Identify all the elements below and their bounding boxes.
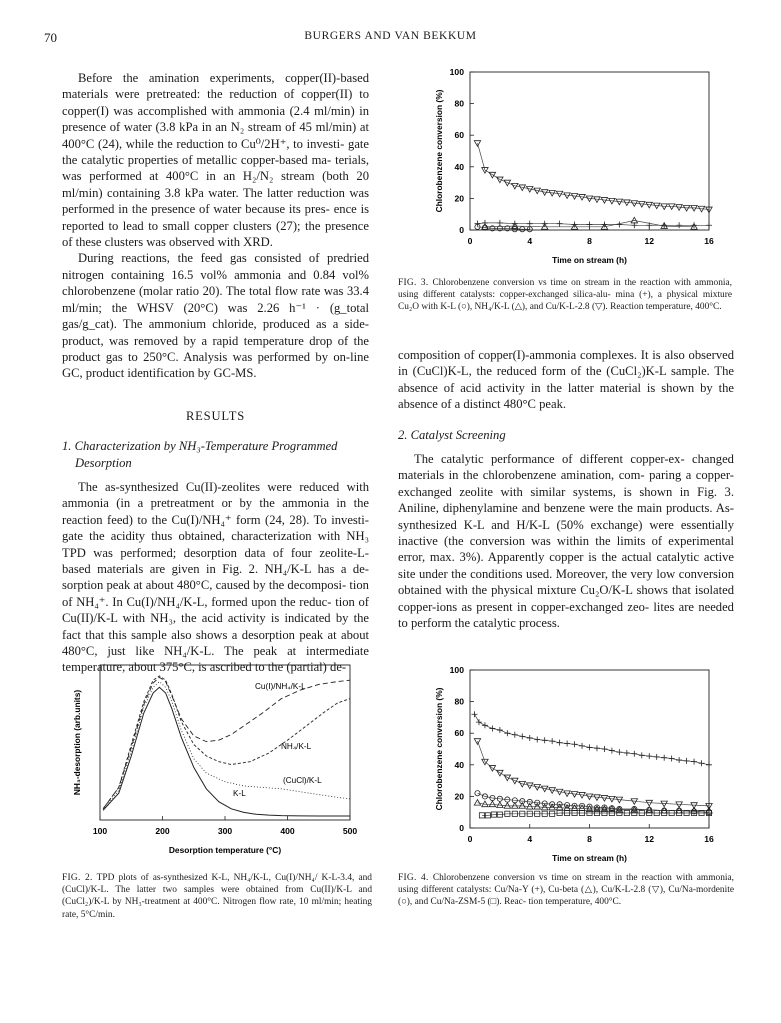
x-tick-label: 100 <box>92 826 108 836</box>
text-line: Apparently copper is the actual catalytic active site under <box>398 550 734 581</box>
triangle-up-marker <box>489 801 495 807</box>
methods-paragraph-2 <box>62 250 369 381</box>
right-column <box>398 347 734 632</box>
x-tick-label: 400 <box>280 826 295 836</box>
x-tick-label: 12 <box>644 834 655 844</box>
text-line: nitrogen containing 16.5 vol% ammonia and 0.84 vol% <box>62 267 369 282</box>
plus-marker <box>669 755 675 761</box>
plot-frame <box>100 665 350 820</box>
figure-2-caption <box>62 872 372 921</box>
text-line: gate the catalytic properties of metallic copper-based ma- <box>62 136 369 168</box>
text-line: reaction feed) to the Cu(I)/NH₄⁺ form (24, 28). To investi- <box>62 512 369 527</box>
triangle-down-marker <box>512 778 518 784</box>
caption-line: Chlorobenzene conversion vs time on stream in the reaction <box>432 873 672 883</box>
plus-marker <box>476 719 482 725</box>
y-tick-label: 60 <box>454 728 464 739</box>
right-paragraph-1 <box>398 347 734 413</box>
plus-marker <box>489 725 495 731</box>
y-tick-label: 40 <box>454 161 464 172</box>
text-line: chlorobenzene (molar ratio 20). The total flow rate was <box>62 284 344 299</box>
plus-marker <box>624 750 630 756</box>
data-series <box>474 141 712 213</box>
plus-marker <box>706 222 712 228</box>
plus-marker <box>587 744 593 750</box>
text-line: by the fact that this sample also shows a desorption peak at <box>62 611 369 642</box>
text-line: temperature, about 375°C, is ascribed to the (partial) de- <box>62 660 347 675</box>
x-tick-label: 8 <box>587 834 592 844</box>
plus-marker <box>579 743 585 749</box>
plus-marker <box>512 732 518 738</box>
series-fit-line <box>478 227 530 229</box>
text-line: TPD was performed; desorption data of four zeolite-L- <box>62 545 369 560</box>
x-tick-label: 16 <box>704 236 714 246</box>
caption-line: Cu/K-L-2.8 (▽). Reaction temperature, 400°C. <box>545 302 722 313</box>
y-tick-label: 80 <box>454 696 464 707</box>
figure-4-caption <box>398 872 734 909</box>
x-tick-label: 4 <box>527 236 533 246</box>
x-tick-label: 200 <box>155 826 170 836</box>
text-line: based materials are given in Fig. 2. NH₄/K-L has a de- <box>62 561 369 576</box>
text-line: latter material is shown by the absence of a distinct <box>398 380 735 412</box>
figure-3 <box>408 60 728 275</box>
series-fit-line <box>478 793 710 812</box>
curve-label-kl: K-L <box>233 789 246 798</box>
plus-marker <box>661 755 667 761</box>
curve-label-cucl-kl: (CuCl)/K-L <box>283 776 322 785</box>
y-tick-label: 0 <box>459 225 464 235</box>
plus-marker <box>594 745 600 751</box>
text-line: The ammonium chloride, produced as a side-product, was <box>62 317 370 348</box>
text-line: tion of Cu(II)/K-L with NH₃, the acid activity is indicated <box>62 594 370 626</box>
tpd-curve <box>103 676 350 809</box>
plus-marker <box>557 221 563 227</box>
x-tick-label: 16 <box>704 834 714 844</box>
triangle-down-marker <box>683 205 689 211</box>
text-line: changed materials in the chlorobenzene amination, com- <box>398 452 734 483</box>
plus-marker <box>609 748 615 754</box>
text-line: terials, was performed at 400°C in an H₂/N₂ stream (both <box>62 153 369 184</box>
tpd-curve <box>103 687 350 816</box>
x-tick-label: 0 <box>467 834 473 844</box>
text-line: were the main products. As-synthesized K-L and H/K-L <box>398 501 734 532</box>
text-line: identification by GC-MS. <box>127 366 257 381</box>
triangle-up-marker <box>631 217 637 223</box>
right-paragraph-2 <box>398 451 734 631</box>
y-tick-label: 20 <box>454 791 464 802</box>
text-line: about 480°C, just like NH₄/K-L. The peak at intermediate <box>62 627 369 658</box>
caption-line: mina (+), a physical mixture Cu₂O with K-L (○), NH₄/K-L (△), and <box>398 290 733 313</box>
text-line: paring a copper-exchanged zeolite with similar systems, <box>398 468 734 499</box>
figure-3-caption <box>398 277 732 314</box>
text-line: was within the limits of experimental error, max. 3%). <box>398 534 734 565</box>
x-axis-label: Time on stream (h) <box>552 255 627 265</box>
x-tick-label: 8 <box>587 236 592 246</box>
plus-marker <box>706 762 712 768</box>
figure-2-caption-label: FIG. 2. <box>62 873 93 883</box>
text-line: to 250°C. Analysis was performed by on-line GC, product <box>62 349 370 381</box>
text-line: at 400°C (24), while the reduction to Cu⁰/2H⁺, to investi- <box>62 120 369 151</box>
x-tick-label: 0 <box>467 236 473 246</box>
x-axis-label: Time on stream (h) <box>552 853 627 863</box>
text-line: gate the acidity thus obtained, characterization with NH₃ <box>62 529 369 544</box>
caption-line: Chlorobenzene conversion vs time on stream in the reaction <box>432 278 671 288</box>
plus-marker <box>482 722 488 728</box>
tpd-curve <box>103 677 350 809</box>
caption-line: with ammonia, using different catalysts: copper-exchanged silica-alu- <box>398 278 733 301</box>
caption-line: with ammonia, using different catalysts: Cu/Na-Y (+), Cu-beta (△), <box>398 873 734 896</box>
plus-marker <box>639 752 645 758</box>
plus-marker <box>616 749 622 755</box>
series-fit-line <box>478 143 710 209</box>
triangle-up-marker <box>512 803 518 809</box>
text-line: isolated copper-ions as present in copper-exchanged zeo- <box>398 583 734 614</box>
figure-3-chart <box>408 60 728 275</box>
plus-marker <box>684 758 690 764</box>
subsection-1-title <box>62 438 369 471</box>
text-line: the conditions used. Moreover, the very low conversion <box>451 566 735 581</box>
text-line: is shown in Fig. 3. Aniline, diphenylamine and benzene <box>398 484 735 516</box>
left-column <box>62 70 369 676</box>
text-line: sorption peak at about 480°C, caused by the decomposi- <box>62 578 347 593</box>
series-fit-line <box>475 714 710 765</box>
caption-line: K-L-3.4, and (CuCl)/K-L. The latter two samples were obtained from <box>62 873 372 896</box>
plus-marker <box>699 760 705 766</box>
text-line: removed by a rapid temperature drop of the product gas <box>62 333 369 364</box>
y-tick-label: 40 <box>454 759 464 770</box>
y-tick-label: 60 <box>454 130 464 141</box>
figure-4-caption-label: FIG. 4. <box>398 873 429 883</box>
plus-marker <box>564 740 570 746</box>
curve-label-cu-nh4-kl: Cu(I)/NH₄/K-L <box>255 682 306 691</box>
figure-4 <box>408 658 728 870</box>
figure-2-chart <box>55 655 375 870</box>
caption-line: TPD plots of as-synthesized K-L, NH₄/K-L, Cu(I)/NH₄/ <box>96 873 318 883</box>
text-line: observed in (CuCl)K-L, the reduced form of the <box>398 348 735 379</box>
text-line: Before the amination experiments, copper(II)-based <box>78 71 369 85</box>
y-tick-label: 20 <box>454 193 464 204</box>
y-axis-label: Chlorobenzene conversion (%) <box>434 89 444 213</box>
tpd-curve <box>103 682 350 811</box>
text-line: The catalytic performance of different copper-ex- <box>414 452 685 467</box>
subsection-2-title: 2. Catalyst Screening <box>398 427 506 442</box>
figure-4-chart <box>408 658 728 870</box>
text-line: 20 ml/min) containing 3.8 kPa water. The latter reduction <box>62 169 369 200</box>
plus-marker <box>676 757 682 763</box>
y-axis-label: Chlorobenzene conversion (%) <box>434 687 444 811</box>
text-line: tion of NH₄⁺. In Cu(I)/NH₄/K-L, formed upon the reduc- <box>62 578 369 609</box>
plus-marker <box>654 754 660 760</box>
figure-3-caption-label: FIG. 3. <box>398 278 429 288</box>
plus-marker <box>631 751 637 757</box>
plus-marker <box>542 737 548 743</box>
methods-paragraph-1 <box>62 70 369 250</box>
curve-label-nh4-kl: NH₄/K-L <box>281 742 312 751</box>
text-line: ammonia (in a pretreatment or by the ammonia in the <box>62 496 369 511</box>
plus-marker <box>676 222 682 228</box>
triangle-up-marker <box>474 800 480 806</box>
x-tick-label: 12 <box>644 236 655 246</box>
y-axis-label: NH₃-desorption (arb.units) <box>72 689 82 796</box>
caption-line: Cu/K-L-2.8 (▽), Cu/Na-mordenite (○), and Cu/Na-ZSM-5 (□). Reac- <box>398 885 734 908</box>
x-tick-label: 500 <box>342 826 358 836</box>
series-fit-line <box>478 741 710 806</box>
plus-marker <box>646 753 652 759</box>
text-line: was performed in the presence of water because its pres- <box>62 185 369 217</box>
series-fit-line <box>482 813 709 815</box>
plus-marker <box>527 735 533 741</box>
data-series <box>471 711 712 768</box>
text-line: 480°C peak. <box>503 397 567 412</box>
text-line: presence of these clusters was observed with XRD. <box>62 218 369 250</box>
caption-line: rate, 10 ml/min; heating rate, 5°C/min. <box>62 897 372 920</box>
circle-marker <box>475 791 480 796</box>
x-tick-label: 4 <box>527 834 533 844</box>
plus-marker <box>691 759 697 765</box>
text-line: lites are needed to perform the catalytic process. <box>398 599 734 631</box>
text-line: in presence of water (3.8 kPa in an N₂ stream of 45 ml/min) <box>62 103 369 135</box>
caption-line: tion temperature, 400°C. <box>528 897 622 908</box>
plus-marker <box>534 737 540 743</box>
plus-marker <box>497 220 503 226</box>
x-axis-label: Desorption temperature (°C) <box>168 845 282 855</box>
plus-marker <box>519 733 525 739</box>
text-line: obtained with the physical mixture Cu₂O/K-L shows that <box>398 583 691 598</box>
plus-marker <box>504 730 510 736</box>
plus-marker <box>601 746 607 752</box>
text-line: materials were pretreated: the reduction of copper(II) to <box>62 87 369 102</box>
results-paragraph-1 <box>62 479 369 676</box>
subsection-1-title-line-2: Desorption <box>75 455 132 470</box>
triangle-down-marker <box>504 180 510 186</box>
plus-marker <box>549 738 555 744</box>
plus-marker <box>557 740 563 746</box>
plus-marker <box>471 711 477 717</box>
plus-marker <box>572 741 578 747</box>
text-line: The as-synthesized Cu(II)-zeolites were reduced with <box>78 479 369 494</box>
text-line: During reactions, the feed gas consisted of predried <box>78 251 369 266</box>
results-heading: RESULTS <box>185 408 246 423</box>
y-tick-label: 0 <box>459 823 464 833</box>
y-tick-label: 100 <box>449 665 464 675</box>
text-line: ence is reported to lead to small copper clusters (27); the <box>62 202 369 233</box>
y-tick-label: 100 <box>449 67 464 77</box>
y-tick-label: 80 <box>454 98 464 109</box>
plus-marker <box>616 221 622 227</box>
plus-marker <box>497 727 503 733</box>
figure-2 <box>55 655 375 870</box>
text-line: (50% exchange) were essentially inactive (the conversion <box>398 517 734 549</box>
page-number: 70 <box>44 30 57 45</box>
subsection-1-title-line-1: 1. Characterization by NH₃-Temperature Programmed <box>62 439 338 454</box>
series-fit-line <box>478 223 710 225</box>
text-line: (CuCl₂)K-L sample. The absence of acid activity in the <box>398 364 734 395</box>
running-head: BURGERS AND VAN BEKKUM <box>304 30 477 42</box>
text-line: copper(I) was accomplished with ammonia (2.4 ml/min) <box>62 103 355 118</box>
plus-marker <box>527 221 533 227</box>
triangle-down-marker <box>661 204 667 210</box>
text-line: 33.4 ml/min; the WHSV (20°C) was 2.26 h⁻¹ · (g_total gas/g_cat). <box>62 284 369 332</box>
x-tick-label: 300 <box>217 826 233 836</box>
text-line: composition of copper(I)-ammonia complexes. It is also <box>398 348 685 362</box>
caption-line: Cu(II)/K-L and (CuCl₂)/K-L by NH₃-treatment at 400°C. Nitrogen flow <box>62 885 373 908</box>
